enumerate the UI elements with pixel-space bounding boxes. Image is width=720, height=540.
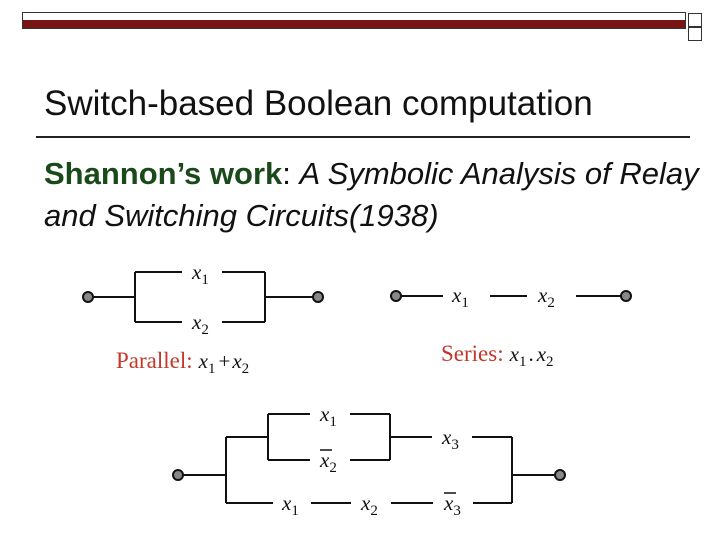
parallel-circuit-diagram [83,260,323,377]
parallel-caption: Parallel: x1 +x2 [116,348,250,377]
combined-switch-x3-upper: x3 [442,425,459,453]
series-switch-x2: x2 [538,283,555,311]
slide-title: Switch-based Boolean computation [44,84,593,123]
series-caption: Series: x1. x2 [441,341,554,370]
parallel-output-terminal [313,292,323,302]
combined-switch-x2-lower: x2 [361,491,378,519]
parallel-switch-x2: x2 [192,310,209,338]
combined-switch-not-x2: x2 [320,448,337,476]
subtitle-author: Shannon’s work [44,156,283,191]
combined-circuit-diagram [173,402,565,519]
series-output-terminal [621,291,631,301]
combined-output-terminal [555,470,565,480]
parallel-input-terminal [83,292,93,302]
subtitle-colon: : [282,156,300,191]
combined-switch-x1-lower: x1 [282,491,299,519]
series-circuit-diagram [391,283,631,370]
subtitle-paper-title: A Symbolic Analysis of Relay and Switching Circuits(1938) [44,156,699,233]
combined-switch-not-x3: x3 [444,491,461,519]
parallel-switch-x1: x1 [192,260,209,288]
series-input-terminal [391,291,401,301]
series-switch-x1: x1 [452,283,469,311]
combined-switch-x1-upper: x1 [320,402,337,430]
combined-input-terminal [173,470,183,480]
